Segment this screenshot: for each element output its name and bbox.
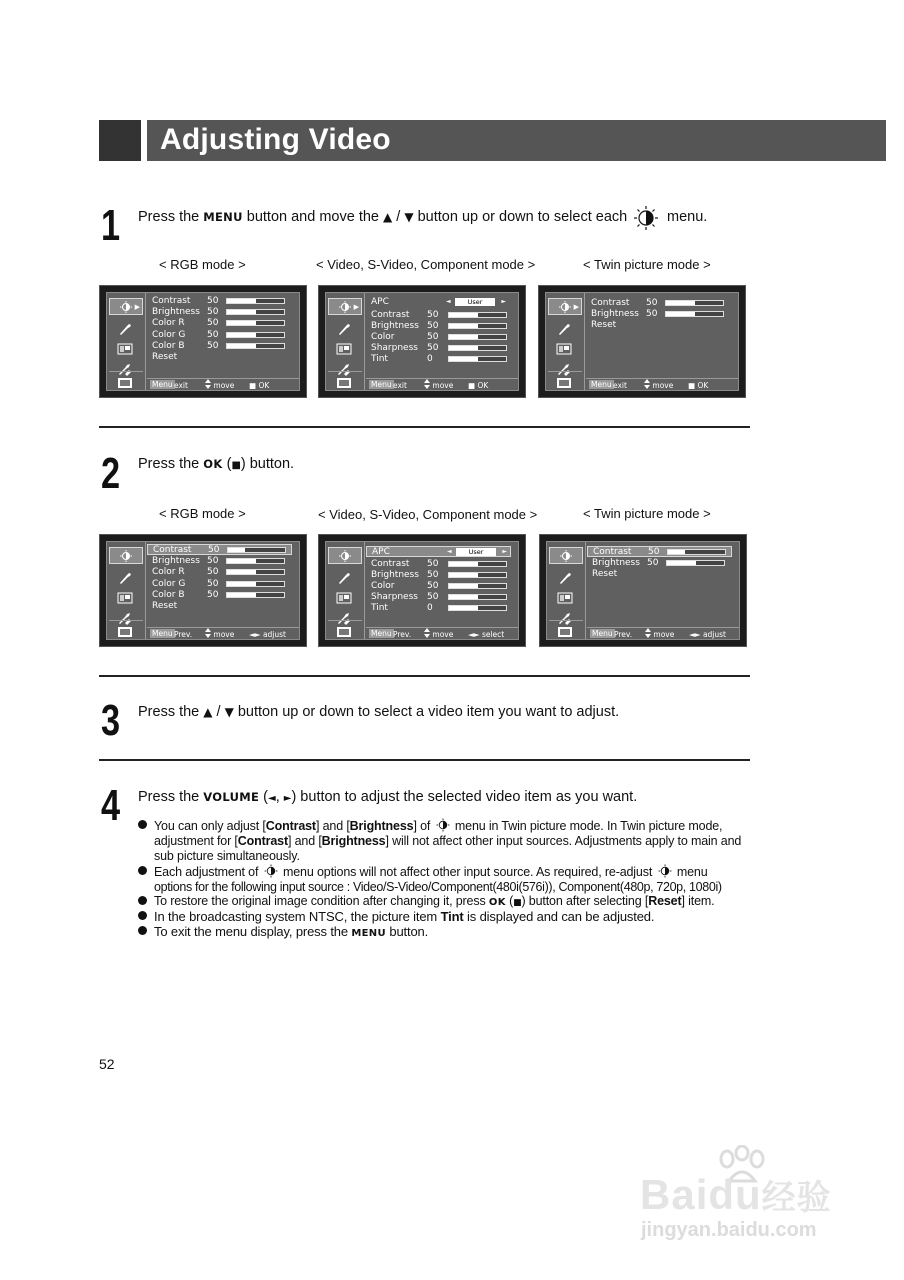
- osd-sidebar: [546, 293, 585, 390]
- slash: /: [212, 704, 225, 720]
- tool-icon: [115, 568, 135, 585]
- b1-line3: sub picture simultaneously.: [154, 849, 300, 863]
- pip-icon: [334, 589, 354, 606]
- page-number: 52: [99, 1056, 115, 1072]
- tool-icon: [334, 319, 354, 336]
- osd-twin-step2: [539, 534, 747, 647]
- slash: /: [392, 209, 405, 225]
- bullet-dot: [138, 866, 147, 875]
- b3-text-d: ] item.: [681, 894, 715, 908]
- screen-icon: [115, 623, 135, 640]
- step-1-text-c: button up or down to select each: [413, 209, 628, 225]
- watermark-bai: Bai: [640, 1171, 709, 1218]
- ok-square-icon: ■: [231, 460, 241, 471]
- comma: ,: [275, 789, 284, 805]
- step-2-text: [138, 455, 294, 475]
- screen-icon: [334, 623, 354, 640]
- picture-icon: [109, 298, 143, 315]
- osd-separator: [328, 371, 362, 372]
- osd-panel: Contrast 50 Brightness 50 Color R 50 Color G 50 Color B 50 Reset Menu Prev. move ◄► adjust: [106, 541, 300, 640]
- b3-text-a: To restore the original image condition after changing it, press: [154, 894, 489, 908]
- step-4-text-b: (: [259, 789, 268, 805]
- screen-icon: [334, 374, 354, 391]
- watermark-brand: [640, 1170, 832, 1219]
- osd-separator: [328, 620, 362, 621]
- osd-sidebar: [107, 293, 146, 390]
- b1-text-a: You can only adjust [: [154, 819, 266, 833]
- tool-icon: [115, 319, 135, 336]
- ok-square-icon: ■: [513, 898, 522, 908]
- bullet-dot: [138, 896, 147, 905]
- menu-keyword: MENU: [203, 210, 243, 224]
- caption-rgb-1: < RGB mode >: [159, 257, 246, 272]
- b4-text-b: is displayed and can be adjusted.: [463, 909, 655, 924]
- osd-rgb-step1: [99, 285, 307, 398]
- divider-1: [99, 426, 750, 428]
- osd-sidebar: [107, 542, 146, 639]
- step-4-text: [138, 788, 637, 808]
- picture-icon: [328, 547, 362, 564]
- b5-text-a: To exit the menu display, press the: [154, 924, 352, 939]
- osd-selected-arrow: ▶: [573, 304, 579, 311]
- header-square: [99, 120, 141, 161]
- picture-menu-icon: [434, 818, 452, 832]
- b1-line2-c: ] will not affect other input sources. Adjustments apply to main and: [385, 834, 742, 848]
- up-arrow-icon: ▲: [203, 705, 213, 719]
- caption-video-1: < Video, S-Video, Component mode >: [316, 257, 536, 272]
- osd-panel: ▶ APC ◄ User ► Contrast 50 Brightness 50 Color 50 Sharpness 50 Tint 0 Menu exit move ■ OK: [325, 292, 519, 391]
- osd-selected-arrow: ▶: [134, 304, 140, 311]
- osd-apc-row: APC ◄ User ►: [371, 297, 506, 307]
- caption-twin-2: < Twin picture mode >: [583, 506, 711, 521]
- osd-panel: ▶ Contrast 50 Brightness 50 Color R 50 Color G 50 Color B 50 Reset Menu exit move ■ OK: [106, 292, 300, 391]
- picture-icon: [109, 547, 143, 564]
- osd-row-contrast: Contrast 50: [587, 546, 732, 557]
- osd-apc-row: APC ◄ User ►: [366, 546, 511, 557]
- bullet-dot: [138, 926, 147, 935]
- b1-line2-brightness: Brightness: [321, 834, 386, 848]
- osd-sidebar: [326, 293, 365, 390]
- step-2-text-c: ) button.: [240, 456, 295, 472]
- picture-icon: [328, 298, 362, 315]
- osd-separator: [548, 371, 582, 372]
- divider-2: [99, 675, 750, 677]
- b1-text-b: ] and [: [315, 819, 350, 833]
- bullet-dot: [138, 820, 147, 829]
- step-3-text-b: button up or down to select a video item you want to adjust.: [233, 704, 620, 720]
- page-title: Adjusting Video: [160, 123, 391, 156]
- osd-rgb-step2: [99, 534, 307, 647]
- up-arrow-icon: ▲: [383, 210, 393, 224]
- b2-line2: options for the following input source : Video/S-Video/Component(480i(576i)), Component(480p, 720p, 1080i): [154, 880, 722, 894]
- osd-footer: Menu exit move ■ OK: [366, 378, 518, 391]
- osd-row-contrast: Contrast 50: [147, 544, 292, 555]
- osd-twin-step1: [538, 285, 746, 398]
- b1-text-d: menu in Twin picture mode. In Twin picture mode,: [454, 819, 723, 833]
- pip-icon: [115, 340, 135, 357]
- ok-keyword: OK: [488, 897, 506, 908]
- step-2-text-a: Press the: [138, 456, 204, 472]
- osd-footer: Menu Prev. move ◄► select: [366, 627, 518, 640]
- step-1-text-a: Press the: [138, 209, 204, 225]
- picture-menu-icon: [656, 864, 674, 878]
- b2-text-b: menu options will not affect other input source. As required, re-adjust: [282, 865, 653, 879]
- step-1-text: [138, 208, 627, 226]
- osd-panel: APC ◄ User ► Contrast 50 Brightness 50 Color 50 Sharpness 50 Tint 0 Menu Prev. move ◄► select: [325, 541, 519, 640]
- b3-text-c: ) button after selecting [: [521, 894, 649, 908]
- pip-icon: [554, 340, 574, 357]
- b1-line2-b: ] and [: [287, 834, 322, 848]
- tool-icon: [555, 568, 575, 585]
- b1-brightness: Brightness: [349, 819, 414, 833]
- step-4-text-a: Press the: [138, 789, 204, 805]
- right-arrow-icon: ►: [283, 793, 292, 804]
- bullet-4: [154, 909, 754, 924]
- tool-icon: [554, 319, 574, 336]
- bullet-5: [154, 924, 754, 941]
- pip-icon: [555, 589, 575, 606]
- pip-icon: [115, 589, 135, 606]
- step-1-text-b: button and move the: [242, 209, 384, 225]
- picture-icon: [548, 298, 582, 315]
- step-number-3: 3: [101, 696, 121, 745]
- osd-footer: Menu Prev. move ◄► adjust: [587, 627, 739, 640]
- b3-reset: Reset: [648, 894, 682, 908]
- osd-panel: Contrast 50 Brightness 50 Reset Menu Prev. move ◄► adjust: [546, 541, 740, 640]
- step-3-text-a: Press the: [138, 704, 204, 720]
- left-arrow-icon: ◄: [267, 793, 276, 804]
- caption-twin-1: < Twin picture mode >: [583, 257, 711, 272]
- bullet-1: [154, 818, 754, 864]
- osd-separator: [109, 620, 143, 621]
- bullet-2: [154, 864, 754, 895]
- caption-video-2: < Video, S-Video, Component mode >: [318, 507, 538, 522]
- b1-contrast: Contrast: [265, 819, 316, 833]
- b1-text-c: ] of: [413, 819, 431, 833]
- picture-menu-icon: [632, 205, 660, 231]
- osd-sidebar: [326, 542, 365, 639]
- osd-video-step1: [318, 285, 526, 398]
- b5-text-b: button.: [385, 924, 429, 939]
- picture-menu-icon: [262, 864, 280, 878]
- watermark-url: jingyan.baidu.com: [641, 1219, 817, 1241]
- step-2-text-b: (: [222, 456, 232, 472]
- b4-text-a: In the broadcasting system NTSC, the picture item: [154, 909, 441, 924]
- picture-icon: [549, 547, 583, 564]
- divider-3: [99, 759, 750, 761]
- step-1-text-end: menu.: [667, 209, 708, 225]
- tool-icon: [334, 568, 354, 585]
- b1-line2-a: adjustment for [: [154, 834, 238, 848]
- osd-sidebar: [547, 542, 586, 639]
- osd-footer: Menu exit move ■ OK: [586, 378, 738, 391]
- b3-text-b: (: [505, 894, 514, 908]
- b4-tint: Tint: [440, 909, 464, 924]
- menu-keyword: MENU: [351, 928, 386, 939]
- osd-panel: ▶ Contrast 50 Brightness 50 Reset Menu exit move ■ OK: [545, 292, 739, 391]
- watermark-du: du: [708, 1171, 762, 1218]
- osd-footer: Menu Prev. move ◄► adjust: [147, 627, 299, 640]
- volume-keyword: VOLUME: [203, 790, 260, 804]
- step-number-1: 1: [101, 201, 121, 250]
- down-arrow-icon: ▼: [404, 210, 414, 224]
- osd-separator: [109, 371, 143, 372]
- caption-rgb-2: < RGB mode >: [159, 506, 246, 521]
- osd-footer: Menu exit move ■ OK: [147, 378, 299, 391]
- step-number-2: 2: [101, 449, 121, 498]
- pip-icon: [334, 340, 354, 357]
- screen-icon: [555, 623, 575, 640]
- ok-keyword: OK: [203, 457, 223, 471]
- screen-icon: [554, 374, 574, 391]
- bullet-dot: [138, 911, 147, 920]
- step-3-text: [138, 703, 619, 721]
- screen-icon: [115, 374, 135, 391]
- b1-line2-contrast: Contrast: [237, 834, 288, 848]
- osd-video-step2: [318, 534, 526, 647]
- osd-selected-arrow: ▶: [353, 304, 359, 311]
- b2-text-a: Each adjustment of: [154, 865, 259, 879]
- osd-separator: [549, 620, 583, 621]
- down-arrow-icon: ▼: [224, 705, 234, 719]
- step-number-4: 4: [101, 781, 121, 830]
- b2-text-c: menu: [676, 865, 708, 879]
- watermark-cn: 经验: [761, 1178, 832, 1218]
- step-4-text-c: ) button to adjust the selected video item as you want.: [291, 789, 638, 805]
